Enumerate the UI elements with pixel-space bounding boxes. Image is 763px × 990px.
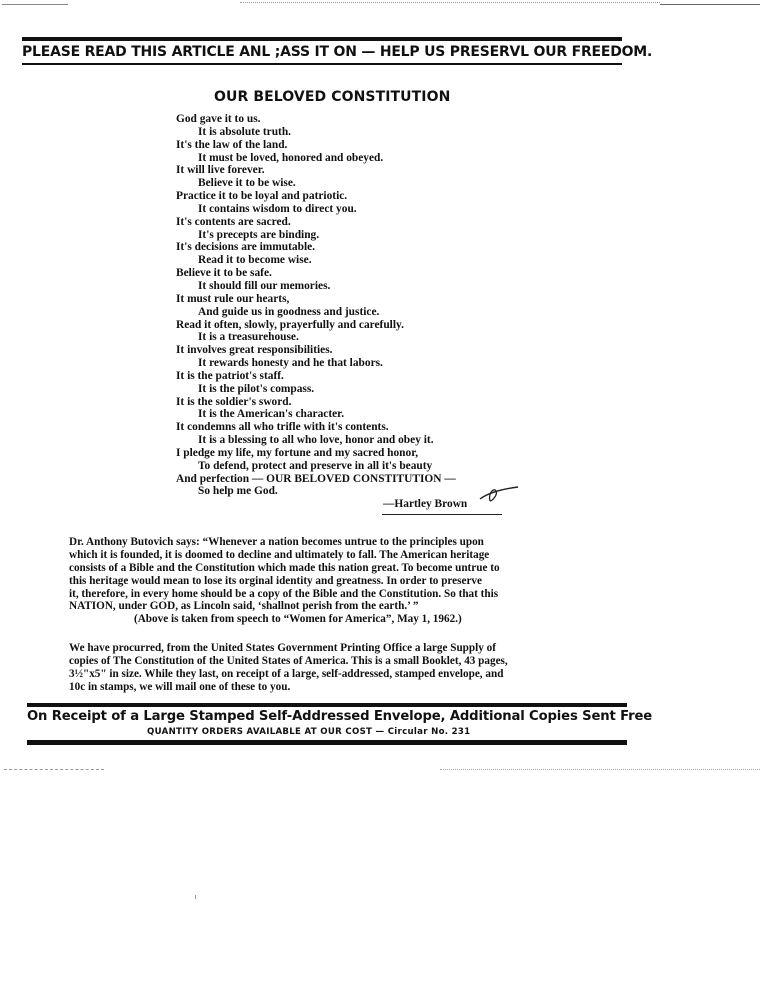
poem-line: Read it to become wise. bbox=[198, 254, 312, 267]
paragraph-line: this heritage would mean to lose its orginal identity and greatness. In order to preserve bbox=[69, 574, 482, 587]
article-title: OUR BELOVED CONSTITUTION bbox=[214, 89, 451, 105]
poem-line: Read it often, slowly, prayerfully and carefully. bbox=[176, 318, 404, 331]
poem-line: Practice it to be loyal and patriotic. bbox=[176, 190, 348, 203]
paragraph-line: 10c in stamps, we will mail one of these to you. bbox=[69, 680, 291, 693]
scan-artifact-dots bbox=[240, 2, 660, 3]
poem-line: It is the soldier's sword. bbox=[176, 395, 292, 408]
signature-flourish-icon bbox=[476, 483, 524, 505]
paragraph-line: We have procurred, from the United States Government Printing Office a large Supply of bbox=[69, 642, 496, 654]
footer-circular-text: QUANTITY ORDERS AVAILABLE AT OUR COST — Circular No. 231 bbox=[147, 727, 471, 737]
footer-bottom-rule bbox=[27, 740, 627, 745]
poem-line: It's decisions are immutable. bbox=[176, 241, 316, 254]
poem-line: Believe it to be safe. bbox=[176, 267, 272, 280]
poem-line: So help me God. bbox=[198, 485, 278, 498]
poem-line: And perfection — OUR BELOVED CONSTITUTION — bbox=[176, 472, 456, 485]
paragraph-line: consists of a Bible and the Constitution which made this nation great. To become untrue to bbox=[69, 561, 500, 574]
poem-line: It must be loved, honored and obeyed. bbox=[198, 151, 384, 164]
poem-line: It's precepts are binding. bbox=[198, 228, 320, 241]
paragraph-line: it, therefore, in every home should be a copy of the Bible and the Constitution. So that this bbox=[69, 587, 499, 600]
footer-offer-text: On Receipt of a Large Stamped Self-Addressed Envelope, Additional Copies Sent Free bbox=[27, 709, 653, 724]
paragraph-line: which it is founded, it is doomed to decline and ultimately to fall. The American heritage bbox=[69, 548, 490, 561]
poem-line: It's contents are sacred. bbox=[176, 215, 291, 228]
page-headline: PLEASE READ THIS ARTICLE ANL ;ASS IT ON — HELP US PRESERVL OUR FREEDOM. bbox=[22, 44, 653, 60]
poem-line: It is the American's character. bbox=[198, 408, 345, 421]
poem-line: It is the pilot's compass. bbox=[198, 382, 315, 395]
poem-line: It will live forever. bbox=[176, 164, 265, 177]
poem-signature: —Hartley Brown bbox=[383, 498, 468, 510]
poem-line: It condemns all who trifle with it's contents. bbox=[176, 421, 389, 434]
poem-line: It is a treasurehouse. bbox=[198, 331, 299, 344]
poem-line: It is a blessing to all who love, honor and obey it. bbox=[198, 434, 434, 447]
paragraph-line: 3½"x5" in size. While they last, on receipt of a large, self-addressed, stamped envelope, and bbox=[69, 667, 504, 680]
paragraph-line: Dr. Anthony Butovich says: “Whenever a nation becomes untrue to the principles upon bbox=[69, 536, 484, 548]
poem-line: To defend, protect and preserve in all it's beauty bbox=[198, 459, 433, 472]
scan-artifact-line bbox=[2, 4, 68, 5]
paragraph-line: copies of The Constitution of the United States of America. This is a small Booklet, 43 pages, bbox=[69, 654, 508, 667]
poem-line: Believe it to be wise. bbox=[198, 177, 296, 190]
poem-line: It should fill our memories. bbox=[198, 279, 331, 292]
header-top-rule bbox=[22, 37, 622, 41]
quote-paragraph bbox=[69, 536, 500, 626]
poem-line: It must rule our hearts, bbox=[176, 292, 290, 305]
offer-paragraph bbox=[69, 642, 508, 694]
scan-artifact-line bbox=[4, 769, 104, 770]
poem-line: God gave it to us. bbox=[176, 113, 261, 125]
poem-line: It is absolute truth. bbox=[198, 125, 292, 138]
poem-line: It involves great responsibilities. bbox=[176, 344, 333, 357]
paragraph-line: NATION, under GOD, as Lincoln said, ‘shallnot perish from the earth.’ ” bbox=[69, 600, 419, 613]
scan-artifact-dots bbox=[440, 769, 760, 770]
poem-body bbox=[176, 113, 456, 498]
poem-line: It is the patriot's staff. bbox=[176, 369, 284, 382]
header-bottom-rule bbox=[22, 63, 622, 65]
poem-line: It rewards honesty and he that labors. bbox=[198, 357, 383, 370]
poem-line: And guide us in goodness and justice. bbox=[198, 305, 380, 318]
scan-speck bbox=[195, 895, 196, 899]
poem-line: It contains wisdom to direct you. bbox=[198, 202, 357, 215]
poem-line: It's the law of the land. bbox=[176, 138, 288, 151]
signature-underline bbox=[382, 514, 502, 515]
scan-artifact-line bbox=[660, 4, 760, 5]
paragraph-line: (Above is taken from speech to “Women for America”, May 1, 1962.) bbox=[134, 613, 462, 626]
poem-line: I pledge my life, my fortune and my sacred honor, bbox=[176, 446, 419, 459]
footer-top-rule bbox=[27, 703, 627, 707]
